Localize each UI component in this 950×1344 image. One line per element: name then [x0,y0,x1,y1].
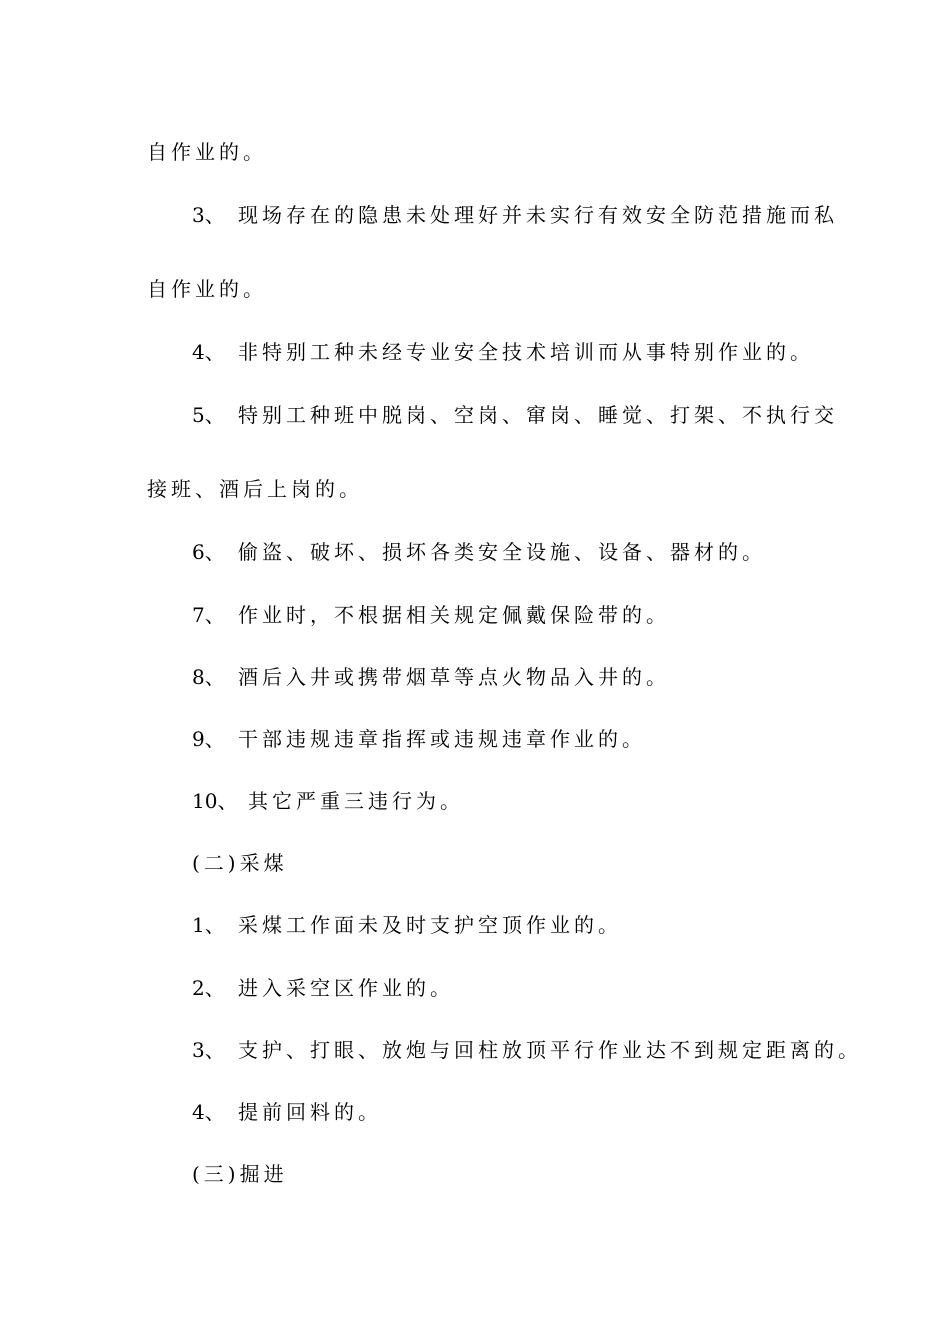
list-item [192,1038,862,1062]
item-text: 其它严重三违行为。 [248,789,464,813]
item-number: 3、 [192,1038,225,1062]
list-item [192,1100,382,1124]
section-heading-text: (二)采煤 [192,851,288,875]
list-item [192,540,766,564]
line-text: 自作业的。 [147,140,267,164]
item-text: 特别工种班中脱岗、空岗、窜岗、睡觉、打架、不执行交 [238,403,838,427]
item-text: 干部违规违章指挥或违规违章作业的。 [238,727,646,751]
list-item [192,789,464,813]
item-text: 现场存在的隐患未处理好并未实行有效安全防范措施而私 [238,203,838,227]
item-number: 4、 [192,1100,225,1124]
item-number: 4、 [192,340,225,364]
section-heading [192,851,288,875]
item-text: 提前回料的。 [238,1100,382,1124]
item-number: 3、 [192,203,225,227]
paragraph-line [147,140,267,164]
list-item [192,913,622,937]
list-item [192,976,454,1000]
list-item [192,203,838,227]
item-text: 进入采空区作业的。 [238,976,454,1000]
item-text: 酒后入井或携带烟草等点火物品入井的。 [238,665,670,689]
item-number: 5、 [192,403,225,427]
item-text: 作业时，不根据相关规定佩戴保险带的。 [238,603,670,627]
section-heading-text: (三)掘进 [192,1162,288,1186]
item-number: 8、 [192,665,225,689]
list-item [192,603,670,627]
item-number: 7、 [192,603,225,627]
paragraph-line [147,477,363,501]
list-item [192,727,646,751]
item-number: 1、 [192,913,225,937]
line-text: 接班、酒后上岗的。 [147,477,363,501]
item-text: 非特别工种未经专业安全技术培训而从事特别作业的。 [238,340,814,364]
section-heading [192,1162,288,1186]
item-text: 偷盗、破坏、损坏各类安全设施、设备、器材的。 [238,540,766,564]
item-number: 6、 [192,540,225,564]
item-text: 支护、打眼、放炮与回柱放顶平行作业达不到规定距离的。 [238,1038,862,1062]
item-number: 2、 [192,976,225,1000]
item-number: 9、 [192,727,225,751]
paragraph-line [147,277,267,301]
list-item [192,340,814,364]
list-item [192,403,838,427]
line-text: 自作业的。 [147,277,267,301]
list-item [192,665,670,689]
item-text: 采煤工作面未及时支护空顶作业的。 [238,913,622,937]
item-number: 10、 [192,789,238,813]
